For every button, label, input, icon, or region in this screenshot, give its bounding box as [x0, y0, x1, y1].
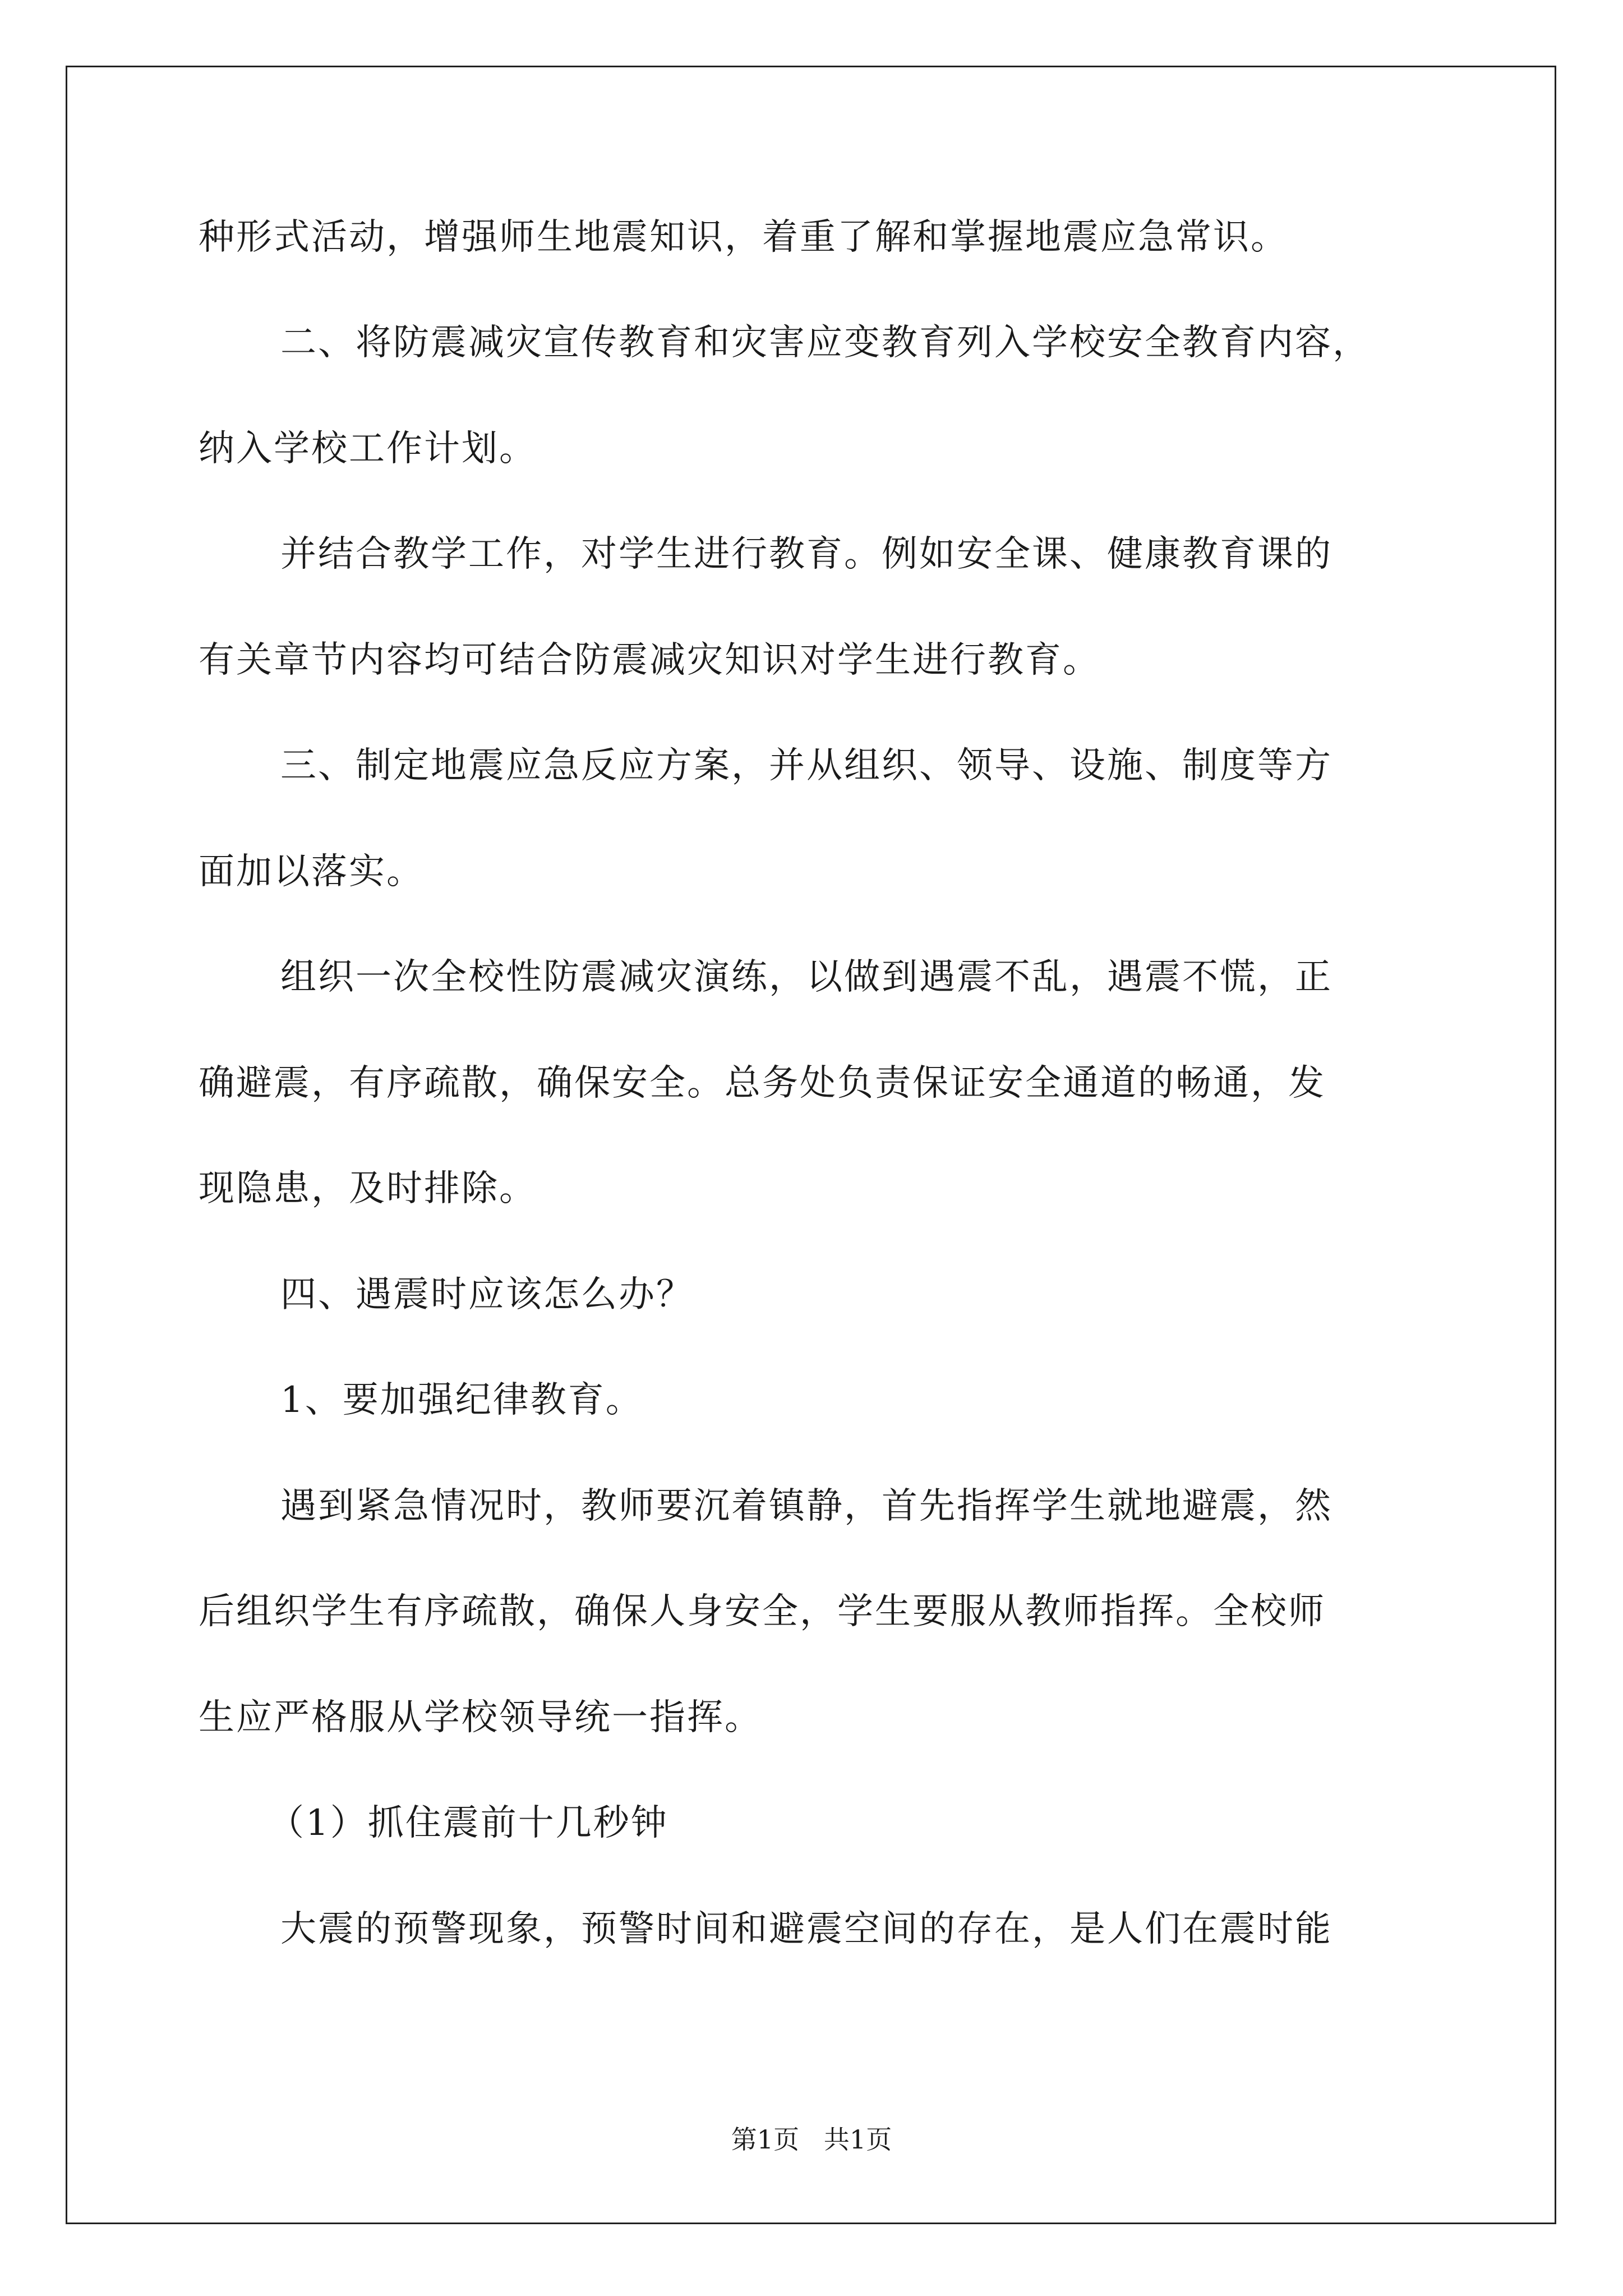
- text-line: 遇到紧急情况时，教师要沉着镇静，首先指挥学生就地避震，然: [280, 1485, 1332, 1527]
- subsection-heading: （1）抓住震前十几秒钟: [268, 1802, 668, 1844]
- page-footer: 第1页 共1页: [731, 2124, 892, 2155]
- text-line: 后组织学生有序疏散，确保人身安全，学生要服从教师指挥。全校师: [199, 1591, 1326, 1632]
- text-line: 面加以落实。: [199, 851, 424, 892]
- section-heading: 四、遇震时应该怎么办？: [280, 1274, 694, 1315]
- subsection-heading: 1、要加强纪律教育。: [280, 1379, 643, 1421]
- text-line: 二、将防震减灾宣传教育和灾害应变教育列入学校安全教育内容，: [280, 322, 1370, 364]
- text-line: 纳入学校工作计划。: [199, 428, 537, 470]
- text-line: 种形式活动，增强师生地震知识，着重了解和掌握地震应急常识。: [199, 217, 1288, 258]
- text-line: 组织一次全校性防震减灾演练，以做到遇震不乱，遇震不慌，正: [280, 956, 1332, 998]
- page-border: [66, 66, 1556, 2224]
- text-line: 现隐患，及时排除。: [199, 1168, 537, 1209]
- text-line: 大震的预警现象，预警时间和避震空间的存在，是人们在震时能: [280, 1908, 1332, 1950]
- text-line: 有关章节内容均可结合防震减灾知识对学生进行教育。: [199, 639, 1100, 681]
- text-line: 三、制定地震应急反应方案，并从组织、领导、设施、制度等方: [280, 745, 1332, 786]
- text-line: 确避震，有序疏散，确保安全。总务处负责保证安全通道的畅通，发: [199, 1062, 1326, 1104]
- text-line: 并结合教学工作，对学生进行教育。例如安全课、健康教育课的: [280, 533, 1332, 575]
- text-line: 生应严格服从学校领导统一指挥。: [199, 1697, 762, 1738]
